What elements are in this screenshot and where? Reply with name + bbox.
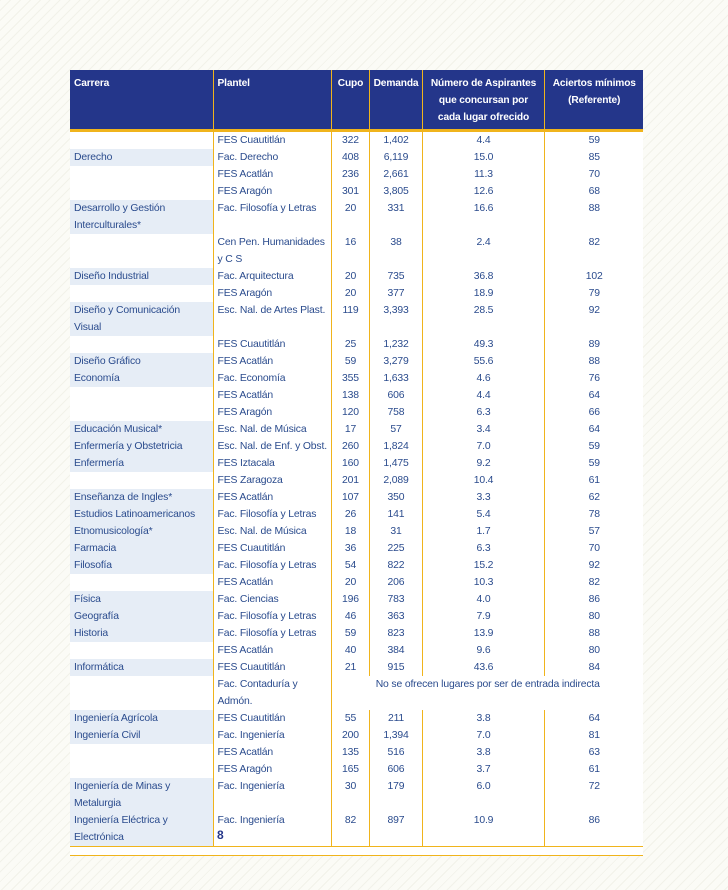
cell-demanda: 363 xyxy=(369,608,422,625)
cell-carrera: Ingeniería Agrícola xyxy=(70,710,213,727)
cell-cupo: 201 xyxy=(331,472,369,489)
cell-aciertos: 68 xyxy=(544,183,643,200)
cell-plantel: Fac. Contaduría y Admón. xyxy=(213,676,331,710)
cell-cupo: 138 xyxy=(331,387,369,404)
cell-carrera: Geografía xyxy=(70,608,213,625)
cell-cupo: 59 xyxy=(331,353,369,370)
cell-aspirantes: 36.8 xyxy=(422,268,544,285)
cell-plantel: FES Cuautitlán xyxy=(213,132,331,149)
cell-carrera xyxy=(70,166,213,183)
cell-cupo: 20 xyxy=(331,200,369,234)
cell-plantel: FES Acatlán xyxy=(213,166,331,183)
cell-aciertos: 82 xyxy=(544,574,643,591)
cell-cupo: 120 xyxy=(331,404,369,421)
cell-aciertos: 61 xyxy=(544,472,643,489)
cell-demanda: 823 xyxy=(369,625,422,642)
cell-aspirantes: 11.3 xyxy=(422,166,544,183)
cell-cupo: 119 xyxy=(331,302,369,336)
table-row xyxy=(70,353,643,370)
cell-demanda: 3,393 xyxy=(369,302,422,336)
cell-demanda: 384 xyxy=(369,642,422,659)
cell-plantel: Fac. Filosofía y Letras xyxy=(213,200,331,234)
cell-aspirantes: 13.9 xyxy=(422,625,544,642)
table-row xyxy=(70,404,643,421)
cell-carrera: Diseño Gráfico xyxy=(70,353,213,370)
cell-carrera xyxy=(70,744,213,761)
cell-aspirantes: 2.4 xyxy=(422,234,544,268)
header-demanda: Demanda xyxy=(369,70,422,131)
cell-demanda: 211 xyxy=(369,710,422,727)
cell-carrera: Filosofía xyxy=(70,557,213,574)
cell-cupo: 18 xyxy=(331,523,369,540)
cell-demanda: 897 xyxy=(369,812,422,847)
cell-plantel: Esc. Nal. de Enf. y Obst. xyxy=(213,438,331,455)
table-bottom-rule xyxy=(70,847,643,856)
cell-demanda: 822 xyxy=(369,557,422,574)
cell-demanda: 783 xyxy=(369,591,422,608)
cell-demanda: 1,824 xyxy=(369,438,422,455)
cell-aciertos: 72 xyxy=(544,778,643,812)
cell-carrera: Ingeniería Eléctrica y Electrónica xyxy=(70,812,213,847)
cell-aciertos: 88 xyxy=(544,200,643,234)
cell-carrera xyxy=(70,404,213,421)
cell-aciertos: 86 xyxy=(544,812,643,847)
cell-carrera: Desarrollo y Gestión Interculturales* xyxy=(70,200,213,234)
cell-carrera xyxy=(70,183,213,200)
cell-aciertos: 89 xyxy=(544,336,643,353)
cell-aspirantes: 4.6 xyxy=(422,370,544,387)
admissions-table-container xyxy=(70,70,643,856)
cell-aspirantes: 7.0 xyxy=(422,727,544,744)
cell-demanda: 1,394 xyxy=(369,727,422,744)
table-row xyxy=(70,200,643,234)
header-aspirantes: Número de Aspirantes que concursan por cada lugar ofrecido xyxy=(422,70,544,131)
table-body xyxy=(70,132,643,847)
table-row xyxy=(70,761,643,778)
cell-carrera: Farmacia xyxy=(70,540,213,557)
cell-cupo: 20 xyxy=(331,268,369,285)
cell-aciertos: 64 xyxy=(544,387,643,404)
cell-aciertos: 84 xyxy=(544,659,643,676)
cell-demanda: 1,633 xyxy=(369,370,422,387)
cell-cupo: 16 xyxy=(331,234,369,268)
cell-cupo: 46 xyxy=(331,608,369,625)
cell-carrera xyxy=(70,336,213,353)
cell-cupo: 160 xyxy=(331,455,369,472)
cell-demanda: 1,232 xyxy=(369,336,422,353)
cell-demanda: 206 xyxy=(369,574,422,591)
table-row xyxy=(70,268,643,285)
table-row xyxy=(70,302,643,336)
cell-plantel: Fac. Filosofía y Letras xyxy=(213,557,331,574)
cell-demanda: 1,402 xyxy=(369,132,422,149)
cell-plantel: FES Acatlán xyxy=(213,744,331,761)
cell-aciertos: 57 xyxy=(544,523,643,540)
cell-plantel: Esc. Nal. de Música xyxy=(213,523,331,540)
cell-demanda: 2,661 xyxy=(369,166,422,183)
cell-aspirantes: 3.8 xyxy=(422,710,544,727)
cell-cupo: 260 xyxy=(331,438,369,455)
cell-carrera xyxy=(70,472,213,489)
cell-plantel: Fac. Derecho xyxy=(213,149,331,166)
cell-plantel: FES Iztacala xyxy=(213,455,331,472)
cell-cupo: 30 xyxy=(331,778,369,812)
cell-plantel: FES Acatlán xyxy=(213,489,331,506)
admissions-table xyxy=(70,70,643,847)
cell-demanda: 331 xyxy=(369,200,422,234)
cell-carrera xyxy=(70,132,213,149)
cell-aspirantes: 15.0 xyxy=(422,149,544,166)
cell-cupo: 26 xyxy=(331,506,369,523)
cell-aspirantes: 3.3 xyxy=(422,489,544,506)
cell-cupo: 20 xyxy=(331,574,369,591)
cell-demanda: 516 xyxy=(369,744,422,761)
cell-demanda: 606 xyxy=(369,387,422,404)
cell-carrera: Enfermería y Obstetricia xyxy=(70,438,213,455)
cell-carrera xyxy=(70,234,213,268)
cell-aspirantes: 18.9 xyxy=(422,285,544,302)
cell-plantel: FES Aragón xyxy=(213,404,331,421)
cell-cupo: 21 xyxy=(331,659,369,676)
table-row xyxy=(70,285,643,302)
cell-cupo: 25 xyxy=(331,336,369,353)
cell-plantel: Esc. Nal. de Artes Plast. xyxy=(213,302,331,336)
cell-carrera: Educación Musical* xyxy=(70,421,213,438)
cell-plantel: Fac. Ingeniería xyxy=(213,812,331,847)
cell-plantel: FES Aragón xyxy=(213,761,331,778)
cell-carrera: Etnomusicología* xyxy=(70,523,213,540)
cell-aspirantes: 6.3 xyxy=(422,404,544,421)
cell-aspirantes: 5.4 xyxy=(422,506,544,523)
table-row xyxy=(70,608,643,625)
cell-aciertos: 80 xyxy=(544,642,643,659)
table-row xyxy=(70,591,643,608)
cell-cupo: 236 xyxy=(331,166,369,183)
cell-plantel: FES Acatlán xyxy=(213,642,331,659)
cell-aciertos: 59 xyxy=(544,132,643,149)
cell-plantel: Fac. Economía xyxy=(213,370,331,387)
cell-demanda: 350 xyxy=(369,489,422,506)
table-row xyxy=(70,676,643,710)
table-row xyxy=(70,727,643,744)
cell-carrera: Física xyxy=(70,591,213,608)
table-row xyxy=(70,523,643,540)
cell-aciertos: 64 xyxy=(544,710,643,727)
cell-aspirantes: 9.6 xyxy=(422,642,544,659)
table-row xyxy=(70,132,643,149)
cell-aspirantes: 4.4 xyxy=(422,132,544,149)
cell-aciertos: 61 xyxy=(544,761,643,778)
cell-carrera: Estudios Latinoamericanos xyxy=(70,506,213,523)
cell-aspirantes: 10.3 xyxy=(422,574,544,591)
cell-plantel: FES Cuautitlán xyxy=(213,659,331,676)
cell-plantel: Fac. Filosofía y Letras xyxy=(213,625,331,642)
cell-demanda: 225 xyxy=(369,540,422,557)
cell-cupo: 107 xyxy=(331,489,369,506)
cell-plantel: FES Acatlán xyxy=(213,574,331,591)
cell-carrera: Diseño Industrial xyxy=(70,268,213,285)
cell-plantel: FES Cuautitlán xyxy=(213,540,331,557)
table-row xyxy=(70,574,643,591)
cell-aciertos: 70 xyxy=(544,166,643,183)
cell-aspirantes: 6.0 xyxy=(422,778,544,812)
cell-plantel: FES Aragón xyxy=(213,285,331,302)
cell-plantel: Cen Pen. Humanidades y C S xyxy=(213,234,331,268)
cell-aspirantes: 1.7 xyxy=(422,523,544,540)
header-cupo: Cupo xyxy=(331,70,369,131)
cell-aciertos: 63 xyxy=(544,744,643,761)
cell-plantel: Fac. Filosofía y Letras xyxy=(213,608,331,625)
table-row xyxy=(70,149,643,166)
cell-cupo: 408 xyxy=(331,149,369,166)
cell-demanda: 6,119 xyxy=(369,149,422,166)
cell-aciertos: 70 xyxy=(544,540,643,557)
cell-cupo: 135 xyxy=(331,744,369,761)
cell-aciertos: 92 xyxy=(544,302,643,336)
cell-aspirantes: 55.6 xyxy=(422,353,544,370)
cell-carrera: Ingeniería de Minas y Metalurgia xyxy=(70,778,213,812)
cell-plantel: FES Cuautitlán xyxy=(213,336,331,353)
cell-carrera: Enfermería xyxy=(70,455,213,472)
cell-plantel: Fac. Ciencias xyxy=(213,591,331,608)
cell-demanda: 141 xyxy=(369,506,422,523)
cell-cupo: 165 xyxy=(331,761,369,778)
cell-aspirantes: 10.9 xyxy=(422,812,544,847)
cell-plantel: FES Cuautitlán xyxy=(213,710,331,727)
cell-aspirantes: 15.2 xyxy=(422,557,544,574)
cell-demanda: 3,805 xyxy=(369,183,422,200)
table-row xyxy=(70,370,643,387)
table-row xyxy=(70,234,643,268)
cell-plantel: Fac. Ingeniería xyxy=(213,727,331,744)
cell-aspirantes: 49.3 xyxy=(422,336,544,353)
table-row xyxy=(70,710,643,727)
cell-plantel: FES Acatlán xyxy=(213,387,331,404)
cell-cupo: 82 xyxy=(331,812,369,847)
table-row xyxy=(70,438,643,455)
table-row xyxy=(70,659,643,676)
cell-aciertos: 80 xyxy=(544,608,643,625)
cell-plantel: Fac. Filosofía y Letras xyxy=(213,506,331,523)
cell-cupo: 36 xyxy=(331,540,369,557)
cell-cupo: 355 xyxy=(331,370,369,387)
cell-plantel: Fac. Ingeniería xyxy=(213,778,331,812)
cell-aspirantes: 43.6 xyxy=(422,659,544,676)
table-row xyxy=(70,183,643,200)
table-row xyxy=(70,812,643,847)
cell-demanda: 606 xyxy=(369,761,422,778)
cell-aciertos: 64 xyxy=(544,421,643,438)
cell-demanda: 38 xyxy=(369,234,422,268)
table-row xyxy=(70,557,643,574)
table-row xyxy=(70,421,643,438)
cell-plantel: FES Zaragoza xyxy=(213,472,331,489)
cell-aciertos: 59 xyxy=(544,455,643,472)
cell-aspirantes: 6.3 xyxy=(422,540,544,557)
table-row xyxy=(70,642,643,659)
cell-cupo: 196 xyxy=(331,591,369,608)
cell-carrera: Economía xyxy=(70,370,213,387)
cell-carrera xyxy=(70,642,213,659)
table-row xyxy=(70,540,643,557)
cell-cupo: 55 xyxy=(331,710,369,727)
cell-cupo: 40 xyxy=(331,642,369,659)
cell-cupo: 59 xyxy=(331,625,369,642)
cell-demanda: 2,089 xyxy=(369,472,422,489)
cell-aciertos: 59 xyxy=(544,438,643,455)
cell-aciertos: 88 xyxy=(544,353,643,370)
table-header-row xyxy=(70,70,643,131)
header-plantel: Plantel xyxy=(213,70,331,131)
cell-demanda: 735 xyxy=(369,268,422,285)
cell-demanda: 915 xyxy=(369,659,422,676)
cell-aciertos: 66 xyxy=(544,404,643,421)
cell-plantel: Fac. Arquitectura xyxy=(213,268,331,285)
cell-aciertos: 78 xyxy=(544,506,643,523)
cell-carrera: Diseño y Comunicación Visual xyxy=(70,302,213,336)
cell-cupo: 200 xyxy=(331,727,369,744)
cell-demanda: 179 xyxy=(369,778,422,812)
table-row xyxy=(70,472,643,489)
table-row xyxy=(70,387,643,404)
table-row xyxy=(70,166,643,183)
cell-carrera: Derecho xyxy=(70,149,213,166)
cell-cupo: 20 xyxy=(331,285,369,302)
table-row xyxy=(70,336,643,353)
cell-aciertos: 88 xyxy=(544,625,643,642)
cell-aciertos: 86 xyxy=(544,591,643,608)
cell-aspirantes: 9.2 xyxy=(422,455,544,472)
cell-aciertos: 81 xyxy=(544,727,643,744)
cell-carrera xyxy=(70,387,213,404)
cell-demanda: 57 xyxy=(369,421,422,438)
cell-carrera xyxy=(70,676,213,710)
cell-aciertos: 92 xyxy=(544,557,643,574)
cell-carrera: Ingeniería Civil xyxy=(70,727,213,744)
cell-aspirantes: 4.0 xyxy=(422,591,544,608)
cell-cupo: 322 xyxy=(331,132,369,149)
cell-carrera: Enseñanza de Ingles* xyxy=(70,489,213,506)
cell-carrera: Informática xyxy=(70,659,213,676)
table-row xyxy=(70,625,643,642)
cell-aciertos: 102 xyxy=(544,268,643,285)
cell-cupo: 301 xyxy=(331,183,369,200)
cell-carrera: Historia xyxy=(70,625,213,642)
cell-aspirantes: 3.8 xyxy=(422,744,544,761)
table-row xyxy=(70,778,643,812)
cell-carrera xyxy=(70,285,213,302)
table-row xyxy=(70,506,643,523)
cell-demanda: 377 xyxy=(369,285,422,302)
cell-aspirantes: 4.4 xyxy=(422,387,544,404)
cell-cupo: 54 xyxy=(331,557,369,574)
cell-aspirantes: 3.4 xyxy=(422,421,544,438)
cell-carrera xyxy=(70,574,213,591)
cell-demanda: 3,279 xyxy=(369,353,422,370)
cell-aciertos: 82 xyxy=(544,234,643,268)
cell-plantel: Esc. Nal. de Música xyxy=(213,421,331,438)
cell-aciertos: 79 xyxy=(544,285,643,302)
page-number: 8 xyxy=(217,828,224,842)
cell-carrera xyxy=(70,761,213,778)
cell-aspirantes: 12.6 xyxy=(422,183,544,200)
cell-aspirantes: 3.7 xyxy=(422,761,544,778)
header-aciertos: Aciertos mínimos (Referente) xyxy=(544,70,643,131)
cell-aciertos: 76 xyxy=(544,370,643,387)
cell-demanda: 758 xyxy=(369,404,422,421)
table-row xyxy=(70,455,643,472)
cell-aspirantes: 7.9 xyxy=(422,608,544,625)
cell-aspirantes: 10.4 xyxy=(422,472,544,489)
cell-note: No se ofrecen lugares por ser de entrada indirecta xyxy=(331,676,643,710)
cell-demanda: 31 xyxy=(369,523,422,540)
cell-demanda: 1,475 xyxy=(369,455,422,472)
cell-aciertos: 62 xyxy=(544,489,643,506)
cell-plantel: FES Acatlán xyxy=(213,353,331,370)
cell-plantel: FES Aragón xyxy=(213,183,331,200)
cell-aciertos: 85 xyxy=(544,149,643,166)
cell-cupo: 17 xyxy=(331,421,369,438)
cell-aspirantes: 28.5 xyxy=(422,302,544,336)
header-carrera: Carrera xyxy=(70,70,213,131)
table-row xyxy=(70,744,643,761)
table-row xyxy=(70,489,643,506)
cell-aspirantes: 7.0 xyxy=(422,438,544,455)
cell-aspirantes: 16.6 xyxy=(422,200,544,234)
